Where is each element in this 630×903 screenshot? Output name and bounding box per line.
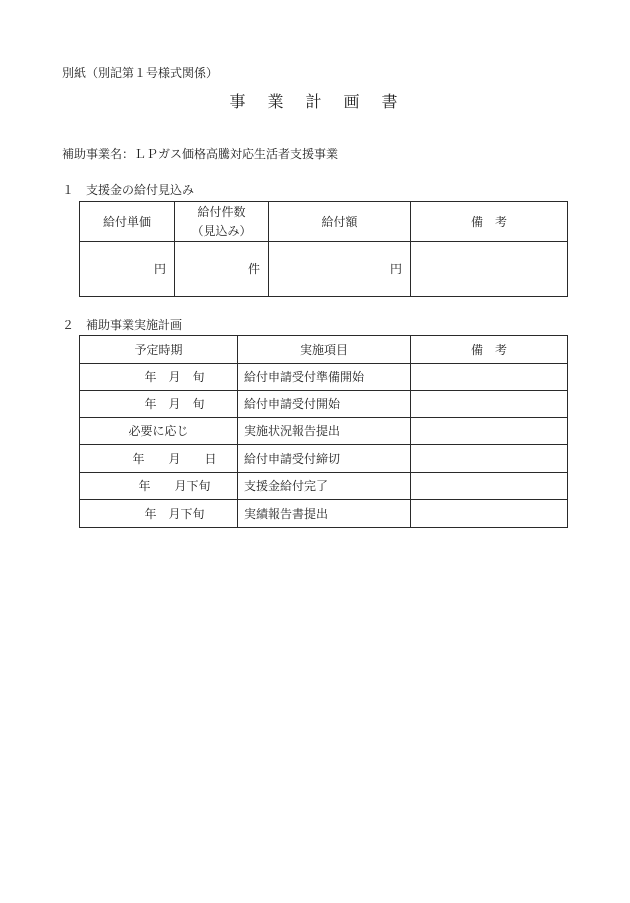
item-cell: 支援金給付完了	[238, 473, 411, 500]
remarks-header: 備 考	[411, 336, 568, 364]
remarks-cell	[411, 500, 568, 528]
schedule-cell: 年 月 旬	[80, 364, 238, 391]
benefit-estimate-table	[79, 201, 568, 297]
table-row	[80, 445, 568, 473]
document-title: 事 業 計 画 書	[229, 92, 401, 111]
table-header-row	[80, 336, 568, 364]
schedule-cell: 年 月 旬	[80, 391, 238, 418]
section1-heading: １ 支援金の給付見込み	[62, 183, 195, 197]
project-name: 補助事業名：ＬＰガス価格高騰対応生活者支援事業	[62, 147, 339, 161]
count-header-label: 給付件数	[197, 204, 246, 219]
remarks-header: 備 考	[411, 202, 568, 242]
table-row	[80, 391, 568, 418]
schedule-cell: 年 月下旬	[80, 473, 238, 500]
unit-price-header: 給付単価	[80, 202, 175, 242]
remarks-cell	[411, 445, 568, 473]
schedule-header: 予定時期	[80, 336, 238, 364]
table-row	[80, 418, 568, 445]
amount-cell: 円	[269, 242, 411, 297]
section2-heading: ２ 補助事業実施計画	[62, 318, 183, 332]
remarks-cell	[411, 242, 568, 297]
remarks-cell	[411, 418, 568, 445]
count-cell: 件	[175, 242, 269, 297]
remarks-cell	[411, 391, 568, 418]
item-cell: 給付申請受付準備開始	[238, 364, 411, 391]
table-row	[80, 500, 568, 528]
table-header-row	[80, 202, 568, 242]
implementation-plan-table	[79, 335, 568, 528]
schedule-cell: 年 月下旬	[80, 500, 238, 528]
count-header	[175, 202, 269, 242]
table-row	[80, 364, 568, 391]
unit-price-cell: 円	[80, 242, 175, 297]
item-cell: 給付申請受付締切	[238, 445, 411, 473]
item-cell: 給付申請受付開始	[238, 391, 411, 418]
annex-label: 別紙（別記第１号様式関係）	[62, 66, 219, 80]
item-header: 実施項目	[238, 336, 411, 364]
remarks-cell	[411, 473, 568, 500]
amount-header: 給付額	[269, 202, 411, 242]
schedule-cell: 年 月 日	[80, 445, 238, 473]
remarks-cell	[411, 364, 568, 391]
table-row	[80, 242, 568, 297]
table-row	[80, 473, 568, 500]
count-header-note: （見込み）	[191, 223, 252, 238]
schedule-cell: 必要に応じ	[80, 418, 238, 445]
item-cell: 実績報告書提出	[238, 500, 411, 528]
item-cell: 実施状況報告提出	[238, 418, 411, 445]
